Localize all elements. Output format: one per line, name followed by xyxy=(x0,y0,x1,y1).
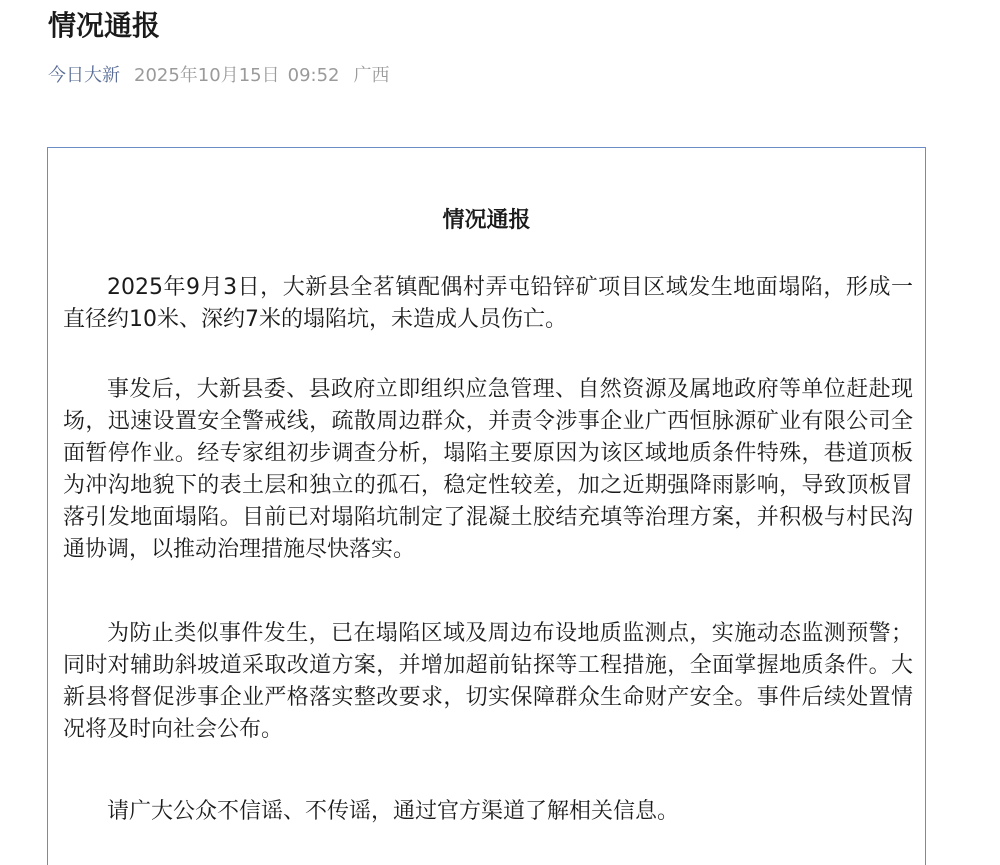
notice-paragraph-1: 2025年9月3日，大新县全茗镇配偶村弄屯铅锌矿项目区域发生地面塌陷，形成一直径约10米、深约7米的塌陷坑，未造成人员伤亡。 xyxy=(63,275,913,332)
notice-paragraph-4: 请广大公众不信谣、不传谣，通过官方渠道了解相关信息。 xyxy=(107,799,680,824)
publish-region: 广西 xyxy=(353,65,390,86)
notice-paragraph-2: 事发后，大新县委、县政府立即组织应急管理、自然资源及属地政府等单位赶赴现场，迅速设置安全警戒线，疏散周边群众，并责令涉事企业广西恒脉源矿业有限公司全面暂停作业。经专家组初步调查分析，塌陷主要原因为该区域地质条件特殊，巷道顶板为冲沟地貌下的表土层和独立的孤石，稳定性较差，加之近期强降雨影响，导致顶板冒落引发地面塌陷。目前已对塌陷坑制定了混凝土胶结充填等治理方案，并积极与村民沟通协调，以推动治理措施尽快落实。 xyxy=(63,377,913,562)
account-name-link[interactable]: 今日大新 xyxy=(48,65,120,86)
article-title: 情况通报 xyxy=(48,9,161,42)
notice-box xyxy=(47,147,926,865)
publish-time: 09:52 xyxy=(287,65,340,86)
article-meta xyxy=(48,62,390,90)
notice-heading: 情况通报 xyxy=(442,208,531,233)
publish-date: 2025年10月15日 xyxy=(134,65,280,86)
notice-paragraph-3: 为防止类似事件发生，已在塌陷区域及周边布设地质监测点，实施动态监测预警；同时对辅助斜坡道采取改道方案，并增加超前钻探等工程措施，全面掌握地质条件。大新县将督促涉事企业严格落实整改要求，切实保障群众生命财产安全。事件后续处置情况将及时向社会公布。 xyxy=(63,621,913,742)
